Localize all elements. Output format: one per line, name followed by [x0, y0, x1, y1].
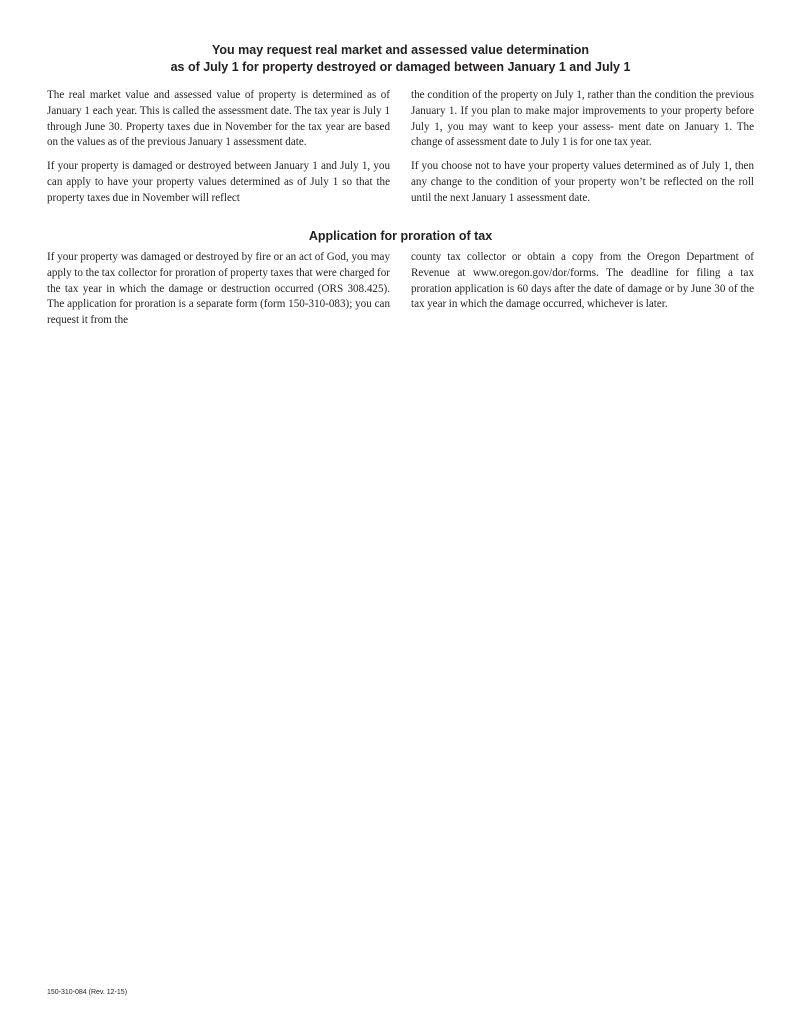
- page-title-line-1: You may request real market and assessed value determination: [211, 43, 589, 57]
- determination-section: [47, 88, 754, 215]
- section-heading-proration: Application for proration of tax: [308, 229, 493, 243]
- right-column: [411, 250, 754, 337]
- paragraph-condition-continued: the condition of the property on July 1, rather than the condition the previous January 1. If you plan to make major improvements to your property before July 1, you may want to keep your assess- ment date on January 1. The change of assessment date to July 1 is for one tax year.: [411, 89, 754, 149]
- paragraph-proration: If your property was damaged or destroyed by fire or an act of God, you may apply to the tax collector for proration of property taxes that were charged for the tax year in which the damage or destruction occurred (ORS 308.425). The application for proration is a separate form (form 150-310-083); you can request it from the: [47, 251, 390, 327]
- left-column: [47, 250, 390, 337]
- proration-section: [47, 250, 754, 337]
- right-column: [411, 88, 754, 215]
- paragraph-assessment-date: The real market value and assessed value of property is determined as of January 1 each year. This is called the assessment date. The tax year is July 1 through June 30. Property taxes due in November for the tax year are based on the values as of the previous January 1 assessment date.: [47, 89, 390, 149]
- form-number: 150-310-084 (Rev. 12-15): [47, 989, 128, 996]
- page-title-line-2: as of July 1 for property destroyed or damaged between January 1 and July 1: [170, 60, 631, 74]
- left-column: [47, 88, 390, 215]
- paragraph-choose-not: If you choose not to have your property values determined as of July 1, then any change to the condition of your property won’t be reflected on the roll until the next January 1 assessment date.: [411, 160, 754, 204]
- paragraph-proration-continued: county tax collector or obtain a copy from the Oregon Department of Revenue at www.oregon.gov/dor/forms. The deadline for filing a tax proration application is 60 days after the date of damage or by June 30 of the tax year in which the damage occurred, whichever is later.: [411, 251, 754, 311]
- paragraph-apply-july-1: If your property is damaged or destroyed between January 1 and July 1, you can apply to have your property values determined as of July 1 so that the property taxes due in November will reflect: [47, 160, 390, 204]
- page-title: [47, 42, 754, 76]
